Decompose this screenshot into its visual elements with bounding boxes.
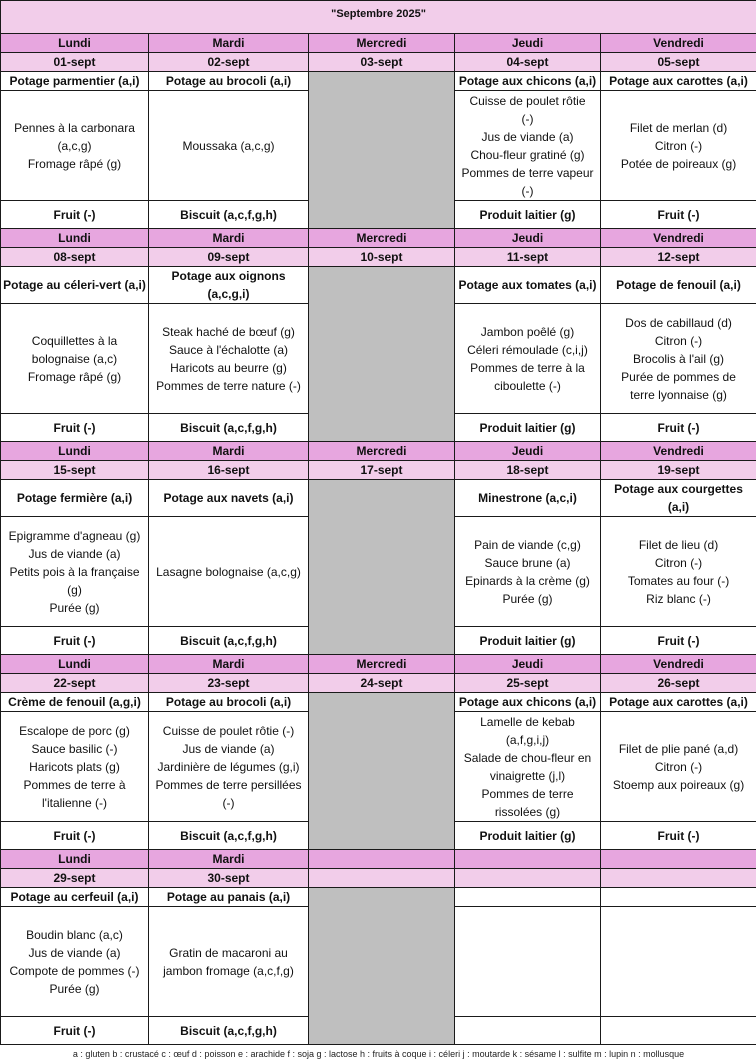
main-dish-tuesday — [149, 907, 309, 1017]
main-dish-monday — [1, 517, 149, 627]
week-1-soups — [1, 72, 756, 91]
main-dish-line: Steak haché de bœuf (g) — [151, 323, 306, 341]
main-dish-line: Pommes de terre — [457, 785, 598, 803]
date-monday: 08-sept — [1, 248, 149, 267]
day-header-tuesday: Mardi — [149, 655, 309, 674]
main-dish-line: l'italienne (-) — [3, 794, 146, 812]
main-dish-line: Tomates au four (-) — [603, 572, 754, 590]
main-dish-line: Escalope de porc (g) — [3, 722, 146, 740]
main-dish-line: Pennes à la carbonara — [3, 119, 146, 137]
main-dish-line: Citron (-) — [603, 137, 754, 155]
main-dish-line: Purée (g) — [3, 980, 146, 998]
main-dish-line: Pommes de terre à — [3, 776, 146, 794]
main-dish-line: Sauce à l'échalotte (a) — [151, 341, 306, 359]
date-tuesday: 09-sept — [149, 248, 309, 267]
day-header-friday: Vendredi — [601, 229, 756, 248]
wednesday-closed-cell — [309, 267, 455, 442]
main-dish-line: Stoemp aux poireaux (g) — [603, 776, 754, 794]
soup-monday: Crème de fenouil (a,g,i) — [1, 693, 149, 712]
main-dish-line: Pommes de terre nature (-) — [151, 377, 306, 395]
main-dish-line: Sauce brune (a) — [457, 554, 598, 572]
main-dish-line: Jambon poêlé (g) — [457, 323, 598, 341]
main-dish-line: (-) — [457, 110, 598, 128]
day-header-monday: Lundi — [1, 442, 149, 461]
week-3-dates — [1, 461, 756, 480]
main-dish-line: Citron (-) — [603, 758, 754, 776]
day-header-friday: Vendredi — [601, 34, 756, 53]
day-header-tuesday: Mardi — [149, 442, 309, 461]
date-friday — [601, 869, 756, 888]
main-dish-line: Cuisse de poulet rôtie (-) — [151, 722, 306, 740]
date-monday: 01-sept — [1, 53, 149, 72]
day-header-monday: Lundi — [1, 655, 149, 674]
dessert-friday: Fruit (-) — [601, 822, 756, 850]
week-5-soups — [1, 888, 756, 907]
date-thursday: 25-sept — [455, 674, 601, 693]
dessert-thursday — [455, 1017, 601, 1045]
main-dish-line: jambon fromage (a,c,f,g) — [151, 962, 306, 980]
main-dish-line: Jus de viande (a) — [3, 545, 146, 563]
main-dish-line: (a,f,g,i,j) — [457, 731, 598, 749]
day-header-monday: Lundi — [1, 229, 149, 248]
week-5-dates — [1, 869, 756, 888]
dessert-thursday: Produit laitier (g) — [455, 414, 601, 442]
main-dish-line: (-) — [151, 794, 306, 812]
dessert-tuesday: Biscuit (a,c,f,g,h) — [149, 414, 309, 442]
main-dish-line: Citron (-) — [603, 554, 754, 572]
date-wednesday: 10-sept — [309, 248, 455, 267]
main-dish-line: Lamelle de kebab — [457, 713, 598, 731]
dessert-monday: Fruit (-) — [1, 627, 149, 655]
dessert-friday: Fruit (-) — [601, 201, 756, 229]
allergen-legend: a : gluten b : crustacé c : œuf d : poisson e : arachide f : soja g : lactose h : fruits à coque i : céleri j : moutarde k : sésame l : sulfite m : lupin n : mollusque — [1, 1045, 756, 1063]
day-header-thursday: Jeudi — [455, 34, 601, 53]
main-dish-line: Lasagne bolognaise (a,c,g) — [151, 563, 306, 581]
main-dish-line: rissolées (g) — [457, 803, 598, 821]
soup-thursday: Potage aux tomates (a,i) — [455, 267, 601, 304]
day-header-thursday: Jeudi — [455, 442, 601, 461]
main-dish-thursday — [455, 712, 601, 822]
date-thursday — [455, 869, 601, 888]
wednesday-closed-cell — [309, 480, 455, 655]
main-dish-line: Jardinière de légumes (g,i) — [151, 758, 306, 776]
main-dish-line: Filet de plie pané (a,d) — [603, 740, 754, 758]
dessert-monday: Fruit (-) — [1, 822, 149, 850]
date-monday: 22-sept — [1, 674, 149, 693]
wednesday-closed-cell — [309, 888, 455, 1045]
soup-tuesday: Potage au panais (a,i) — [149, 888, 309, 907]
soup-friday: Potage de fenouil (a,i) — [601, 267, 756, 304]
main-dish-line: Jus de viande (a) — [151, 740, 306, 758]
day-header-thursday: Jeudi — [455, 655, 601, 674]
main-dish-friday — [601, 907, 756, 1017]
day-header-tuesday: Mardi — [149, 34, 309, 53]
main-dish-line: Sauce basilic (-) — [3, 740, 146, 758]
main-dish-monday — [1, 304, 149, 414]
day-header-wednesday: Mercredi — [309, 229, 455, 248]
main-dish-line: Cuisse de poulet rôtie — [457, 92, 598, 110]
date-friday: 12-sept — [601, 248, 756, 267]
soup-monday: Potage fermière (a,i) — [1, 480, 149, 517]
menu-title: "Septembre 2025" — [1, 1, 756, 34]
main-dish-thursday — [455, 91, 601, 201]
date-wednesday — [309, 869, 455, 888]
main-dish-line: Boudin blanc (a,c) — [3, 926, 146, 944]
main-dish-line: Gratin de macaroni au — [151, 944, 306, 962]
main-dish-line: vinaigrette (j,l) — [457, 767, 598, 785]
main-dish-monday — [1, 907, 149, 1017]
main-dish-line: Pain de viande (c,g) — [457, 536, 598, 554]
soup-friday — [601, 888, 756, 907]
dessert-monday: Fruit (-) — [1, 1017, 149, 1045]
day-header-thursday: Jeudi — [455, 229, 601, 248]
week-4-soups — [1, 693, 756, 712]
main-dish-line: Pommes de terre persillées — [151, 776, 306, 794]
dessert-tuesday: Biscuit (a,c,f,g,h) — [149, 627, 309, 655]
week-1-day-headers — [1, 34, 756, 53]
main-dish-line: Fromage râpé (g) — [3, 368, 146, 386]
dessert-monday: Fruit (-) — [1, 201, 149, 229]
main-dish-line: Riz blanc (-) — [603, 590, 754, 608]
main-dish-line: Dos de cabillaud (d) — [603, 314, 754, 332]
main-dish-friday — [601, 517, 756, 627]
soup-monday: Potage parmentier (a,i) — [1, 72, 149, 91]
week-2-day-headers — [1, 229, 756, 248]
wednesday-closed-cell — [309, 693, 455, 850]
main-dish-thursday — [455, 304, 601, 414]
main-dish-line: Purée (g) — [457, 590, 598, 608]
date-monday: 15-sept — [1, 461, 149, 480]
wednesday-closed-cell — [309, 72, 455, 229]
main-dish-friday — [601, 712, 756, 822]
date-wednesday: 03-sept — [309, 53, 455, 72]
soup-tuesday: Potage au brocoli (a,i) — [149, 693, 309, 712]
day-header-wednesday: Mercredi — [309, 442, 455, 461]
day-header-wednesday: Mercredi — [309, 655, 455, 674]
main-dish-line: Haricots plats (g) — [3, 758, 146, 776]
main-dish-line: Pommes de terre vapeur — [457, 164, 598, 182]
dessert-friday: Fruit (-) — [601, 414, 756, 442]
main-dish-line: Jus de viande (a) — [3, 944, 146, 962]
dessert-tuesday: Biscuit (a,c,f,g,h) — [149, 201, 309, 229]
day-header-friday — [601, 850, 756, 869]
main-dish-line: Pommes de terre à la — [457, 359, 598, 377]
soup-friday: Potage aux carottes (a,i) — [601, 693, 756, 712]
main-dish-line: bolognaise (a,c) — [3, 350, 146, 368]
date-monday: 29-sept — [1, 869, 149, 888]
main-dish-friday — [601, 304, 756, 414]
day-header-thursday — [455, 850, 601, 869]
main-dish-line: Epigramme d'agneau (g) — [3, 527, 146, 545]
main-dish-line: Filet de merlan (d) — [603, 119, 754, 137]
date-thursday: 18-sept — [455, 461, 601, 480]
dessert-tuesday: Biscuit (a,c,f,g,h) — [149, 1017, 309, 1045]
main-dish-line: Coquillettes à la — [3, 332, 146, 350]
main-dish-line: (-) — [457, 182, 598, 200]
main-dish-tuesday — [149, 304, 309, 414]
main-dish-line: Filet de lieu (d) — [603, 536, 754, 554]
date-thursday: 04-sept — [455, 53, 601, 72]
main-dish-line: Céleri rémoulade (c,i,j) — [457, 341, 598, 359]
main-dish-tuesday — [149, 712, 309, 822]
soup-thursday: Potage aux chicons (a,i) — [455, 693, 601, 712]
main-dish-line: Moussaka (a,c,g) — [151, 137, 306, 155]
main-dish-line: (g) — [3, 581, 146, 599]
soup-monday: Potage au cerfeuil (a,i) — [1, 888, 149, 907]
main-dish-line: Purée (g) — [3, 599, 146, 617]
dessert-friday: Fruit (-) — [601, 627, 756, 655]
date-tuesday: 23-sept — [149, 674, 309, 693]
main-dish-line: (a,c,g) — [3, 137, 146, 155]
week-1-dates — [1, 53, 756, 72]
date-friday: 05-sept — [601, 53, 756, 72]
main-dish-tuesday — [149, 91, 309, 201]
main-dish-line: Petits pois à la française — [3, 563, 146, 581]
week-3-soups — [1, 480, 756, 517]
dessert-tuesday: Biscuit (a,c,f,g,h) — [149, 822, 309, 850]
week-2-dates — [1, 248, 756, 267]
main-dish-line: Haricots au beurre (g) — [151, 359, 306, 377]
main-dish-line: Salade de chou-fleur en — [457, 749, 598, 767]
soup-tuesday: Potage aux oignons (a,c,g,i) — [149, 267, 309, 304]
day-header-friday: Vendredi — [601, 442, 756, 461]
main-dish-line: Chou-fleur gratiné (g) — [457, 146, 598, 164]
dessert-thursday: Produit laitier (g) — [455, 822, 601, 850]
soup-tuesday: Potage au brocoli (a,i) — [149, 72, 309, 91]
main-dish-line: terre lyonnaise (g) — [603, 386, 754, 404]
soup-thursday: Minestrone (a,c,i) — [455, 480, 601, 517]
soup-friday: Potage aux carottes (a,i) — [601, 72, 756, 91]
main-dish-line: ciboulette (-) — [457, 377, 598, 395]
date-wednesday: 24-sept — [309, 674, 455, 693]
soup-friday: Potage aux courgettes (a,i) — [601, 480, 756, 517]
date-tuesday: 16-sept — [149, 461, 309, 480]
main-dish-line: Potée de poireaux (g) — [603, 155, 754, 173]
date-wednesday: 17-sept — [309, 461, 455, 480]
day-header-tuesday: Mardi — [149, 850, 309, 869]
soup-thursday: Potage aux chicons (a,i) — [455, 72, 601, 91]
main-dish-line: Citron (-) — [603, 332, 754, 350]
soup-thursday — [455, 888, 601, 907]
soup-tuesday: Potage aux navets (a,i) — [149, 480, 309, 517]
day-header-tuesday: Mardi — [149, 229, 309, 248]
main-dish-line: Epinards à la crème (g) — [457, 572, 598, 590]
main-dish-friday — [601, 91, 756, 201]
date-tuesday: 30-sept — [149, 869, 309, 888]
date-tuesday: 02-sept — [149, 53, 309, 72]
main-dish-line: Brocolis à l'ail (g) — [603, 350, 754, 368]
main-dish-monday — [1, 712, 149, 822]
day-header-friday: Vendredi — [601, 655, 756, 674]
dessert-monday: Fruit (-) — [1, 414, 149, 442]
day-header-wednesday — [309, 850, 455, 869]
day-header-wednesday: Mercredi — [309, 34, 455, 53]
soup-monday: Potage au céleri-vert (a,i) — [1, 267, 149, 304]
main-dish-line: Purée de pommes de — [603, 368, 754, 386]
main-dish-thursday — [455, 907, 601, 1017]
dessert-friday — [601, 1017, 756, 1045]
week-2-soups — [1, 267, 756, 304]
day-header-monday: Lundi — [1, 34, 149, 53]
week-4-dates — [1, 674, 756, 693]
dessert-thursday: Produit laitier (g) — [455, 627, 601, 655]
week-3-day-headers — [1, 442, 756, 461]
main-dish-tuesday — [149, 517, 309, 627]
dessert-thursday: Produit laitier (g) — [455, 201, 601, 229]
week-5-day-headers — [1, 850, 756, 869]
main-dish-line: Fromage râpé (g) — [3, 155, 146, 173]
date-friday: 19-sept — [601, 461, 756, 480]
day-header-monday: Lundi — [1, 850, 149, 869]
main-dish-thursday — [455, 517, 601, 627]
week-4-day-headers — [1, 655, 756, 674]
main-dish-line: Jus de viande (a) — [457, 128, 598, 146]
main-dish-monday — [1, 91, 149, 201]
main-dish-line: Compote de pommes (-) — [3, 962, 146, 980]
date-friday: 26-sept — [601, 674, 756, 693]
date-thursday: 11-sept — [455, 248, 601, 267]
